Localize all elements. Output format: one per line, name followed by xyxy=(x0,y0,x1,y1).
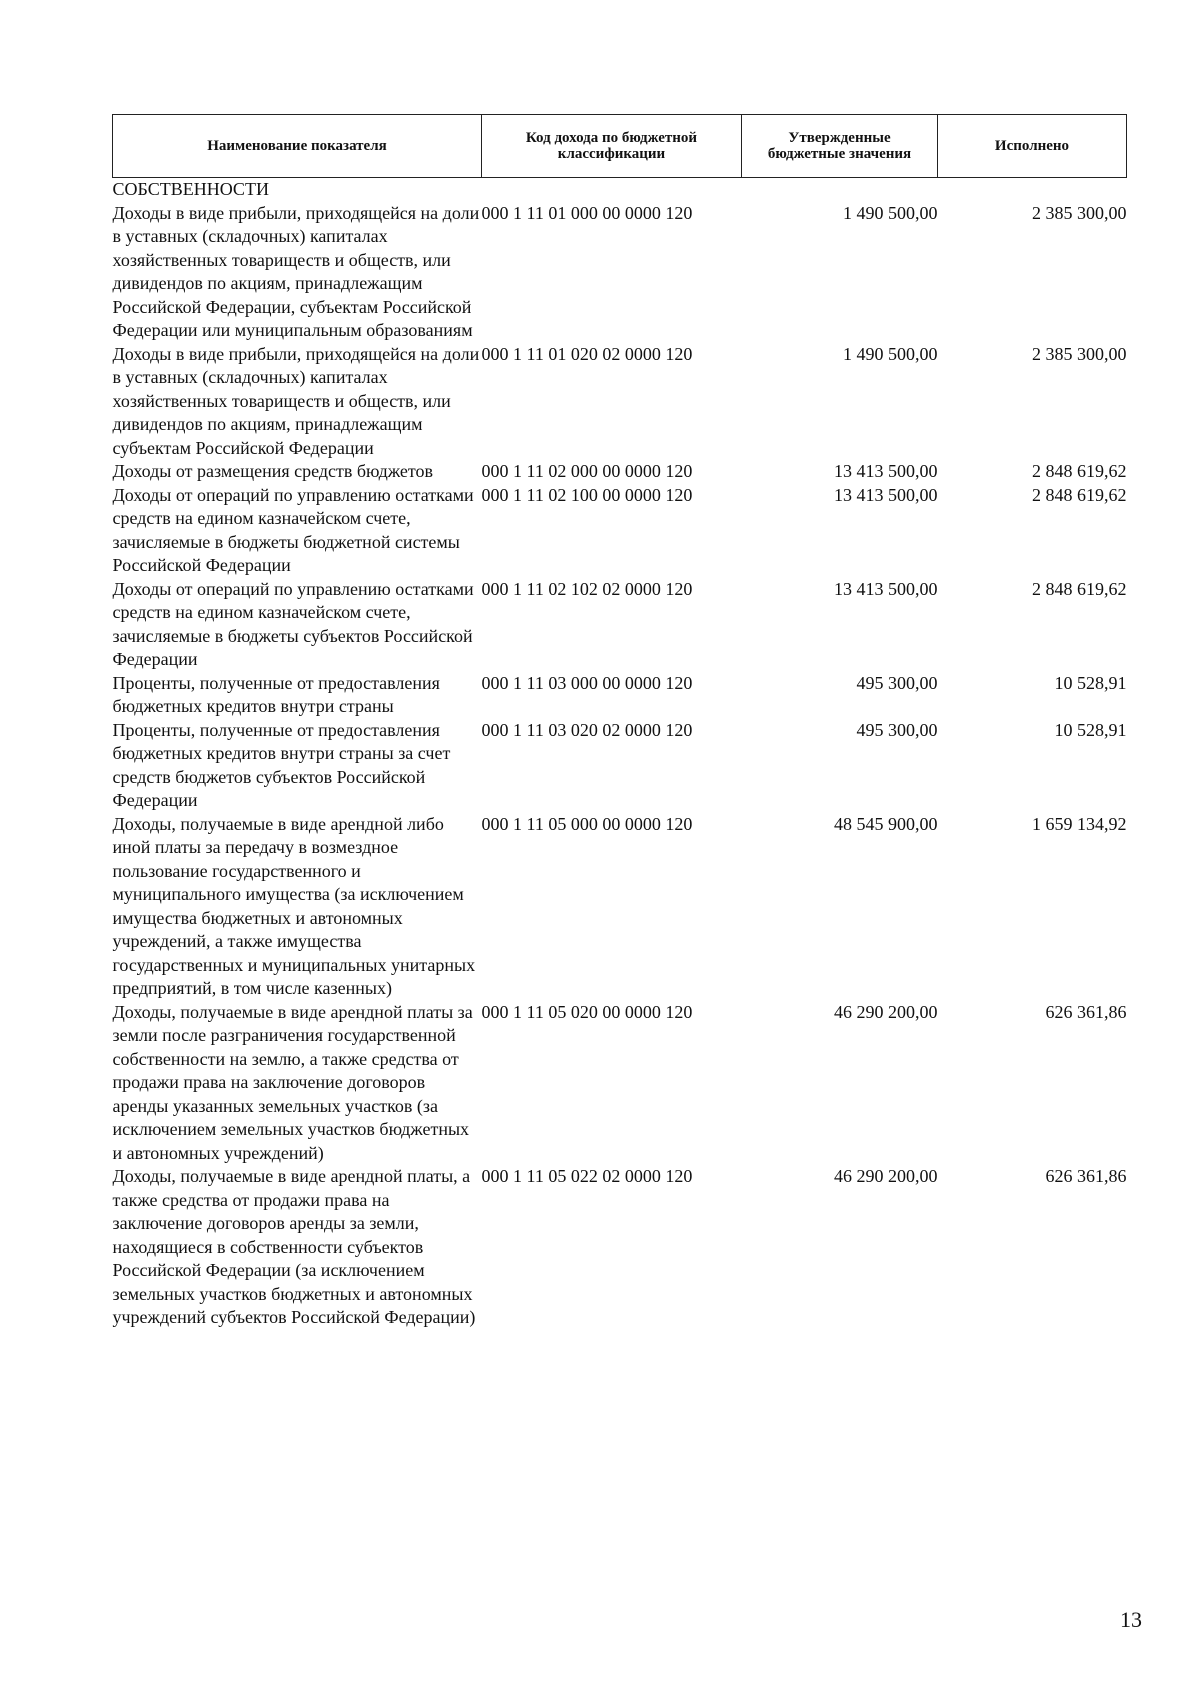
table-row xyxy=(113,672,1127,719)
row-approved: 1 490 500,00 xyxy=(843,343,938,364)
row-approved: 495 300,00 xyxy=(856,719,938,740)
row-name: Доходы от размещения средств бюджетов xyxy=(112,461,434,481)
row-code: 000 1 11 05 022 02 0000 120 xyxy=(481,1166,693,1186)
income-table xyxy=(112,114,1127,1330)
table-row xyxy=(113,1165,1127,1330)
row-executed: 626 361,86 xyxy=(1045,1001,1127,1022)
row-code: 000 1 11 03 000 00 0000 120 xyxy=(481,672,693,693)
row-executed: 10 528,91 xyxy=(1054,719,1127,740)
table-row xyxy=(113,343,1127,461)
table-row xyxy=(113,719,1127,813)
row-code: 000 1 11 02 102 02 0000 120 xyxy=(481,578,693,599)
row-code: 000 1 11 02 000 00 0000 120 xyxy=(481,461,693,481)
row-code: 000 1 11 01 000 00 0000 120 xyxy=(481,202,693,223)
table-row xyxy=(113,1001,1127,1166)
row-approved: 495 300,00 xyxy=(856,672,938,693)
row-approved: 13 413 500,00 xyxy=(834,484,938,505)
row-approved: 1 490 500,00 xyxy=(843,202,938,223)
table-row xyxy=(113,813,1127,1001)
row-executed: 2 385 300,00 xyxy=(1032,343,1127,364)
section-label: СОБСТВЕННОСТИ xyxy=(112,179,269,199)
row-approved: 48 545 900,00 xyxy=(834,813,938,834)
header-executed: Исполнено xyxy=(938,115,1127,178)
row-approved: 13 413 500,00 xyxy=(834,461,938,481)
row-executed: 2 848 619,62 xyxy=(1032,578,1127,599)
row-name: Проценты, полученные от предоставления бюджетных кредитов внутри страны xyxy=(112,672,440,716)
header-approved: Утвержденные бюджетные значения xyxy=(742,115,938,178)
row-executed: 2 848 619,62 xyxy=(1032,461,1127,481)
header-code: Код дохода по бюджетной классификации xyxy=(482,115,742,178)
row-name: Доходы от операций по управлению остатками средств на едином казначейском счете, зачисляемые в бюджеты субъектов Российской Федерации xyxy=(112,578,474,669)
row-executed: 2 385 300,00 xyxy=(1032,202,1127,223)
row-executed: 626 361,86 xyxy=(1045,1166,1127,1186)
row-name: Доходы, получаемые в виде арендной платы за земли после разграничения государственной собственности на землю, а также средства от продажи права на заключение договоров аренды указанных земельных участков (за исключением земельных участков бюджетных и автономных учреждений) xyxy=(112,1001,473,1163)
page-number: 13 xyxy=(1120,1607,1142,1632)
table-header-row xyxy=(113,115,1127,178)
row-approved: 13 413 500,00 xyxy=(834,578,938,599)
row-code: 000 1 11 01 020 02 0000 120 xyxy=(481,343,693,364)
row-executed: 10 528,91 xyxy=(1054,672,1127,693)
row-name: Доходы от операций по управлению остатками средств на едином казначейском счете, зачисляемые в бюджеты бюджетной системы Российской Федерации xyxy=(112,484,474,575)
row-code: 000 1 11 02 100 00 0000 120 xyxy=(481,484,693,505)
row-name: Доходы в виде прибыли, приходящейся на доли в уставных (складочных) капиталах хозяйственных товариществ и обществ, или дивидендов по акциям, принадлежащим субъектам Российской Федерации xyxy=(112,343,480,458)
row-approved: 46 290 200,00 xyxy=(834,1001,938,1022)
table-row xyxy=(113,578,1127,672)
table-row xyxy=(113,202,1127,343)
row-executed: 2 848 619,62 xyxy=(1032,484,1127,505)
row-name: Доходы в виде прибыли, приходящейся на доли в уставных (складочных) капиталах хозяйственных товариществ и обществ, или дивидендов по акциям, принадлежащим Российской Федерации, субъектам Российской Федерации или муниципальным образованиям xyxy=(112,202,480,340)
section-label-row xyxy=(113,178,1127,202)
row-approved: 46 290 200,00 xyxy=(834,1166,938,1186)
row-code: 000 1 11 03 020 02 0000 120 xyxy=(481,719,693,740)
table-row xyxy=(113,460,1127,484)
table-row xyxy=(113,484,1127,578)
row-code: 000 1 11 05 000 00 0000 120 xyxy=(481,813,693,834)
row-name: Доходы, получаемые в виде арендной платы, а также средства от продажи права на заключение договоров аренды за земли, находящиеся в собственности субъектов Российской Федерации (за исключением земельных участков бюджетных и автономных учреждений субъектов Российской Федерации) xyxy=(112,1166,476,1327)
row-name: Проценты, полученные от предоставления бюджетных кредитов внутри страны за счет средств бюджетов субъектов Российской Федерации xyxy=(112,719,451,810)
row-executed: 1 659 134,92 xyxy=(1032,813,1127,834)
header-name: Наименование показателя xyxy=(113,115,482,178)
row-name: Доходы, получаемые в виде арендной либо иной платы за передачу в возмездное пользование государственного и муниципального имущества (за исключением имущества бюджетных и автономных учреждений, а также имущества государственных и муниципальных унитарных предприятий, в том числе казенных) xyxy=(112,813,476,998)
row-code: 000 1 11 05 020 00 0000 120 xyxy=(481,1001,693,1022)
